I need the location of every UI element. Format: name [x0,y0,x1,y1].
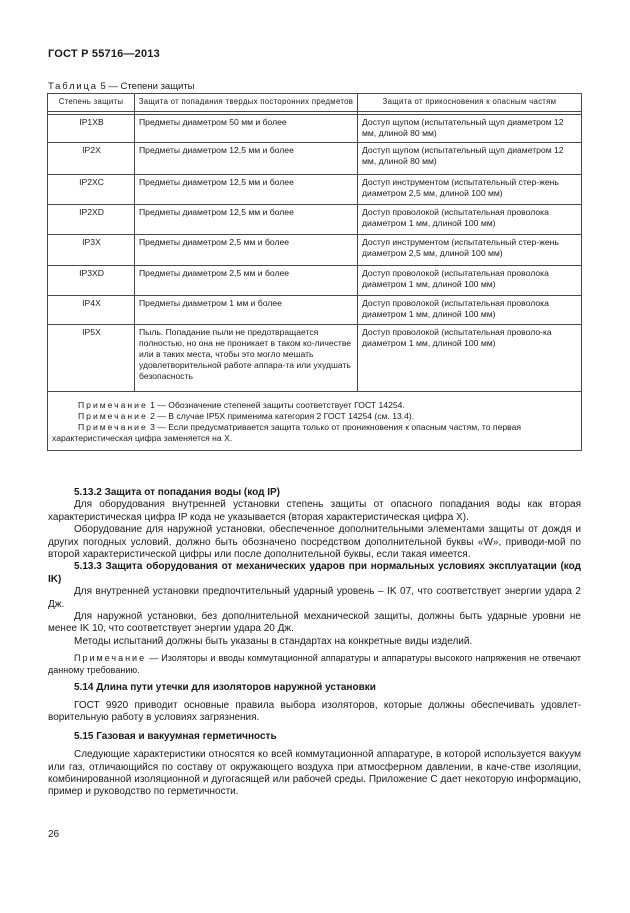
table-notes-row [48,391,582,450]
section-heading-5-14: 5.14 Длина пути утечки для изоляторов наружной установки [74,682,376,694]
column-header-hazardous-parts: Защита от прикосновения к опасным частям [358,94,582,112]
cell-code: IP1XB [48,114,135,142]
cell-solid: Предметы диаметром 12,5 мм и более [135,174,358,204]
table-caption-prefix: Таблица [48,81,98,92]
table-row [48,234,582,265]
table-caption [48,81,195,92]
column-header-solid-objects: Защита от попадания твердых посторонних предметов [135,94,358,112]
document-header: ГОСТ Р 55716—2013 [48,48,160,60]
cell-code: IP2X [48,142,135,174]
cell-solid: Предметы диаметром 12,5 мм и более [135,142,358,174]
cell-code: IP2XC [48,174,135,204]
cell-touch: Доступ щупом (испытательный щуп диаметром 12 мм, длиной 80 мм) [358,114,582,142]
cell-code: IP5X [48,324,135,391]
cell-solid: Предметы диаметром 2,5 мм и более [135,265,358,295]
table-row [48,204,582,234]
table-note-3: Примечание 3 — Если предусматривается защита только от проникновения к опасным частям, то первая характеристическая цифра заменяется на X. [52,422,522,444]
cell-touch: Доступ инструментом (испытательный стер-жень диаметром 2,5 мм, длиной 100 мм) [358,234,582,265]
table-note-1: Примечание 1 — Обозначение степеней защиты соответствует ГОСТ 14254. [78,399,405,410]
cell-touch: Доступ проволокой (испытательная проволока диаметром 1 мм, длиной 100 мм) [358,204,582,234]
table-row [48,265,582,295]
cell-touch: Доступ проволокой (испытательная проволока диаметром 1 мм, длиной 100 мм) [358,295,582,324]
table-notes [48,391,582,450]
paragraph: Для наружной установки, без дополнительной механической защиты, должны быть ударные уровни не менее IK 10, что соответствует энергии удара 20 Дж. [48,611,581,635]
cell-code: IP4X [48,295,135,324]
note-label: Примечание [78,399,148,410]
cell-solid: Предметы диаметром 1 мм и более [135,295,358,324]
cell-solid: Пыль. Попадание пыли не предотвращается полностью, но она не проникает в таком ко-личестве или в таких места, чтобы это могло мешать удовлетворительной работе аппара-та или ухудшать безопасность [135,324,358,391]
note-label: Примечание [78,410,148,421]
table-caption-title: 5 — Степени защиты [97,81,195,92]
cell-solid: Предметы диаметром 50 мм и более [135,114,358,142]
note-label: Примечание [78,422,148,433]
table-row [48,295,582,324]
paragraph: Методы испытаний должны быть указаны в стандартах на конкретные виды изделий. [74,635,473,647]
cell-touch: Доступ проволокой (испытательная проволока диаметром 1 мм, длиной 100 мм) [358,265,582,295]
table-row [48,174,582,204]
table-row [48,114,582,142]
column-header-degree: Степень защиты [48,94,135,112]
paragraph: Следующие характеристики относятся ко всей коммутационной аппаратуре, в которой используется вакуум или газ, отличающийся по составу от окружающего воздуха при атмосферном давлении, в каче-стве изоляции, комбинированной изоляционной и дугогасящей или рабочей среды. Приложение С дает некоторую информацию, пример и руководство по герметичности. [48,749,581,798]
table-row [48,142,582,174]
section-heading-5-13-2: 5.13.2 Защита от попадания воды (код IP) [74,487,280,498]
table-header-row [48,94,582,112]
cell-code: IP3X [48,234,135,265]
note-paragraph: Примечание — Изоляторы и вводы коммутационной аппаратуры и аппаратуры высокого напряжения не отвечают данному требованию. [48,653,581,675]
paragraph: Для оборудования внутренней установки степень защиты от опасного попадания воды как вторая характеристическая цифра IP кода не указывается (вторая характеристическая цифра X). [48,499,581,523]
protection-degrees-table [47,93,582,451]
paragraph: Оборудование для наружной установки, обеспеченное дополнительными элементами защиты от дождя и других погодных условий, должно быть обозначено посредством дополнительной буквы «W», приводи-мой по второй характеристической цифры или после дополнительной буквы, если такая имеется. [48,524,581,561]
cell-solid: Предметы диаметром 12,5 мм и более [135,204,358,234]
table-row [48,324,582,391]
section-heading-5-15: 5.15 Газовая и вакуумная герметичность [74,730,277,742]
page-number: 26 [48,829,60,840]
cell-touch: Доступ проволокой (испытательная проволо-ка диаметром 1 мм, длиной 100 мм) [358,324,582,391]
table-note-2: Примечание 2 — В случае IP5X применима категория 2 ГОСТ 14254 (см. 13.4). [78,410,415,421]
cell-solid: Предметы диаметром 2,5 мм и более [135,234,358,265]
cell-code: IP3XD [48,265,135,295]
note-label: Примечание [74,653,147,664]
section-heading-5-13-3: 5.13.3 Защита оборудования от механических ударов при нормальных условиях эксплуатации (код IK) [48,561,581,585]
document-body [48,487,581,799]
cell-code: IP2XD [48,204,135,234]
paragraph: Для внутренней установки предпочтительный ударный уровень – IK 07, что соответствует энергии удара 2 Дж. [48,586,581,610]
cell-touch: Доступ щупом (испытательный щуп диаметром 12 мм, длиной 80 мм) [358,142,582,174]
paragraph: ГОСТ 9920 приводит основные правила выбора изоляторов, которые должны обеспечивать удовлет-ворительную работу в условиях загрязнения. [48,699,581,724]
cell-touch: Доступ инструментом (испытательный стер-жень диаметром 2,5 мм, длиной 100 мм) [358,174,582,204]
